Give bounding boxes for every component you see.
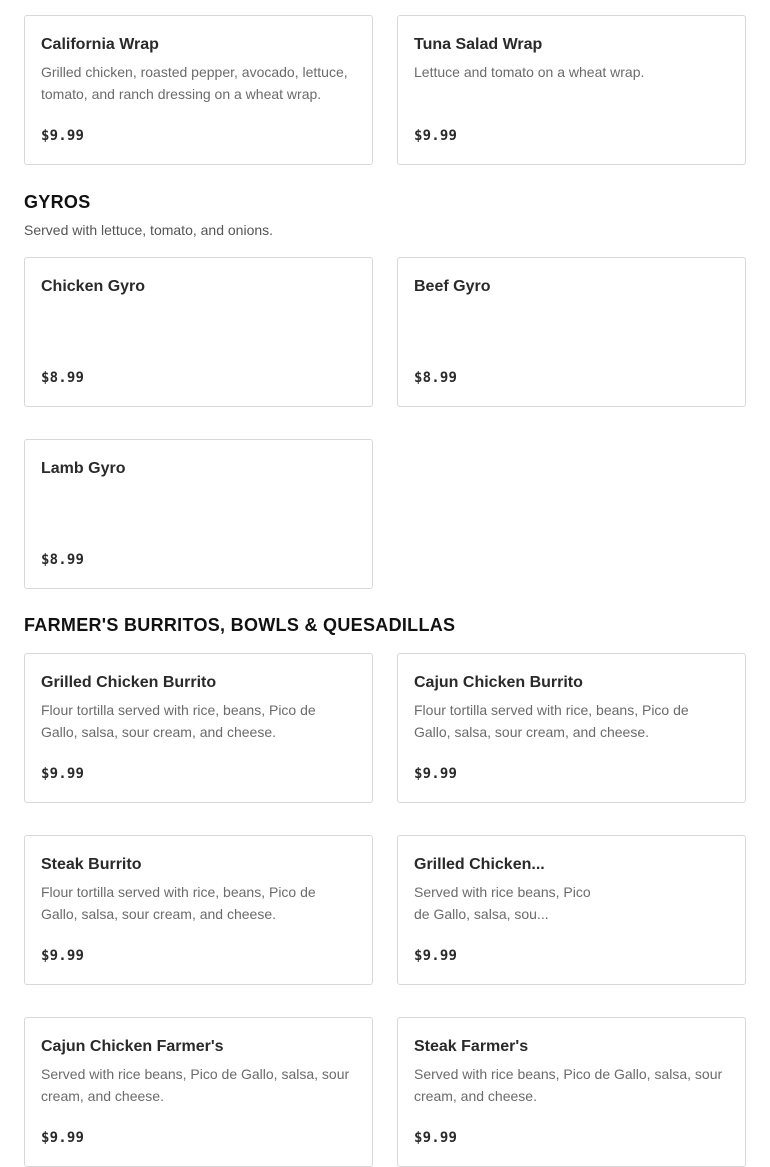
item-description: Served with rice beans, Pico de Gallo, salsa, sou...: [414, 884, 591, 922]
menu-item-card[interactable]: [397, 653, 746, 803]
item-description: Served with rice beans, Pico de Gallo, salsa, sour cream, and cheese.: [41, 1066, 350, 1104]
item-description: Grilled chicken, roasted pepper, avocado, lettuce, tomato, and ranch dressing on a wheat wrap.: [41, 64, 348, 102]
item-price: $9.99: [41, 948, 85, 964]
item-price: $8.99: [41, 552, 85, 568]
menu-item-card[interactable]: [24, 257, 373, 407]
burritos-section: [24, 614, 746, 1167]
burritos-grid: [24, 653, 746, 1167]
item-name: Grilled Chicken Burrito: [41, 674, 217, 691]
item-name: California Wrap: [41, 36, 159, 53]
menu-item-card[interactable]: [24, 653, 373, 803]
item-price: $9.99: [414, 1130, 458, 1146]
item-price: $9.99: [41, 766, 85, 782]
item-price: $9.99: [414, 948, 458, 964]
item-name: Steak Farmer's: [414, 1038, 529, 1055]
item-description: Flour tortilla served with rice, beans, Pico de Gallo, salsa, sour cream, and cheese.: [41, 702, 316, 740]
item-name: Chicken Gyro: [41, 278, 146, 295]
menu-item-card[interactable]: [397, 15, 746, 165]
menu-item-card[interactable]: [24, 15, 373, 165]
section-title: FARMER'S BURRITOS, BOWLS & QUESADILLAS: [24, 615, 456, 635]
item-description: Lettuce and tomato on a wheat wrap.: [414, 64, 645, 80]
menu-item-card[interactable]: [397, 835, 746, 985]
item-price: $9.99: [41, 128, 85, 144]
gyros-section: [24, 191, 746, 589]
item-description: Served with rice beans, Pico de Gallo, salsa, sour cream, and cheese.: [414, 1066, 723, 1104]
item-name: Steak Burrito: [41, 856, 142, 873]
item-price: $8.99: [414, 370, 458, 386]
item-name: Cajun Chicken Farmer's: [41, 1038, 224, 1055]
item-description: Flour tortilla served with rice, beans, Pico de Gallo, salsa, sour cream, and cheese.: [414, 702, 689, 740]
item-price: $8.99: [41, 370, 85, 386]
item-name: Grilled Chicken...: [414, 856, 545, 873]
menu-item-card[interactable]: [24, 439, 373, 589]
item-name: Tuna Salad Wrap: [414, 36, 543, 53]
item-name: Lamb Gyro: [41, 460, 126, 477]
item-name: Beef Gyro: [414, 278, 491, 295]
item-name: Cajun Chicken Burrito: [414, 674, 583, 691]
menu-item-card[interactable]: [397, 257, 746, 407]
wraps-grid: [24, 15, 746, 165]
gyros-grid: [24, 257, 746, 589]
section-subtitle: Served with lettuce, tomato, and onions.: [24, 222, 274, 238]
item-price: $9.99: [41, 1130, 85, 1146]
menu-item-card[interactable]: [24, 835, 373, 985]
item-price: $9.99: [414, 766, 458, 782]
menu-page: [24, 15, 746, 1167]
item-price: $9.99: [414, 128, 458, 144]
section-title: GYROS: [24, 192, 91, 212]
item-description: Flour tortilla served with rice, beans, Pico de Gallo, salsa, sour cream, and cheese.: [41, 884, 316, 922]
